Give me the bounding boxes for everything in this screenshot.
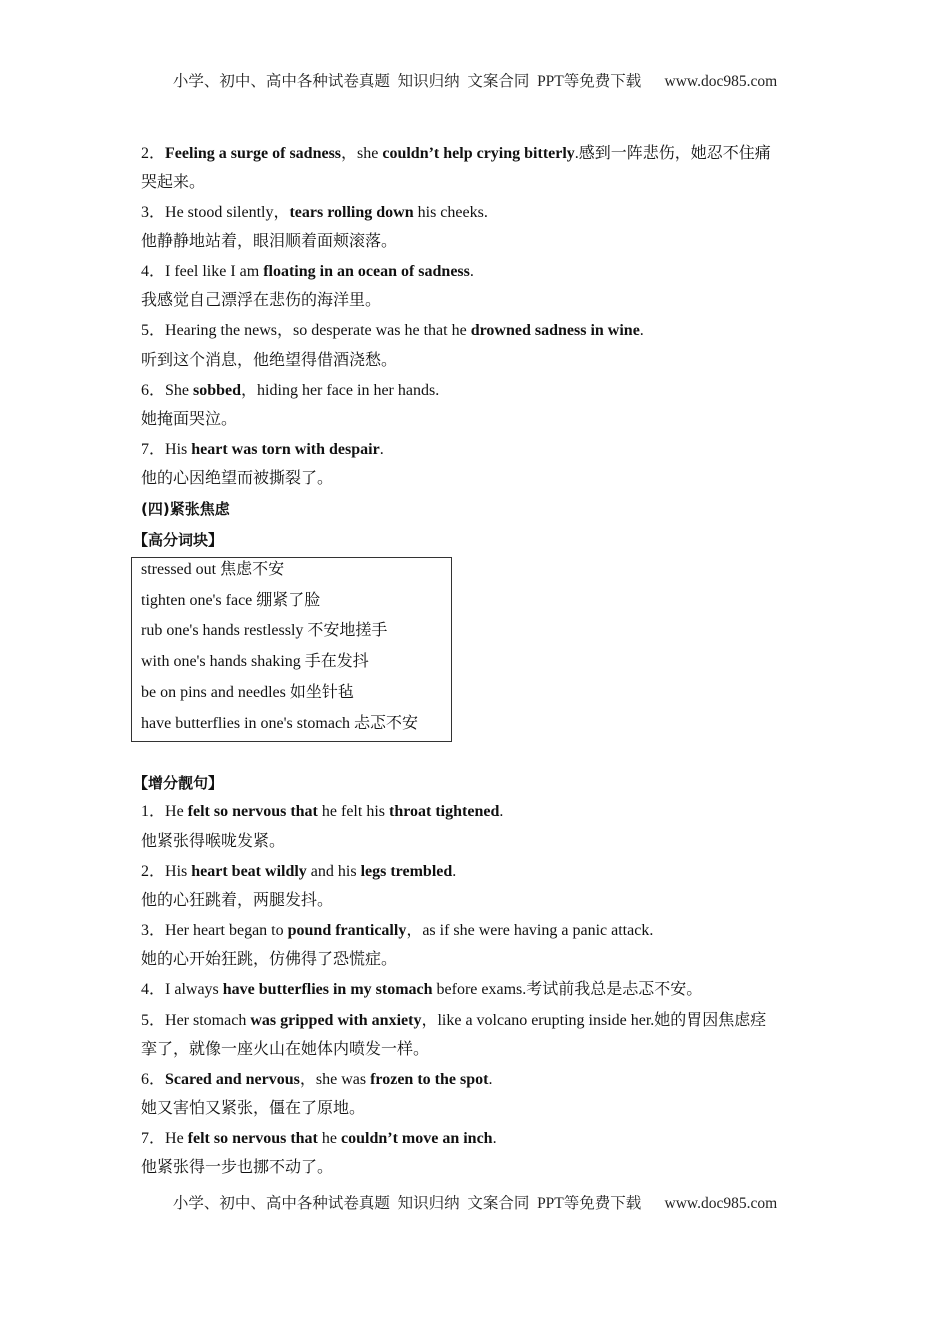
bold-phrase: have butterflies in my stomach — [222, 981, 433, 998]
sentence-number: 7． — [141, 1130, 166, 1147]
sentence-3 — [141, 203, 488, 223]
sentence-text: . — [499, 803, 504, 820]
phrase-item: be on pins and needles 如坐针毡 — [141, 684, 354, 701]
sentence-text: I feel like I am — [165, 263, 264, 280]
sentence-text: Her stomach — [165, 1012, 251, 1029]
nervous-sentence-1 — [141, 802, 503, 822]
phrase-item: tighten one's face 绷紧了脸 — [141, 592, 321, 609]
sentence-text: ，hiding her face in her hands. — [241, 382, 440, 399]
sentence-6 — [141, 381, 439, 401]
sentence-number: 1． — [141, 803, 166, 820]
sentence-number: 6． — [141, 1071, 166, 1088]
sentence-text: his cheeks. — [413, 204, 488, 221]
bold-phrase: was gripped with anxiety — [250, 1012, 422, 1029]
phrase-item: stressed out 焦虑不安 — [141, 561, 285, 578]
sentence-text: . — [639, 322, 644, 339]
phrase-box — [131, 557, 452, 742]
nervous-sentence-4 — [141, 980, 702, 1000]
bold-phrase: Scared and nervous — [165, 1071, 300, 1088]
nervous-sentence-6 — [141, 1070, 492, 1090]
sentence-2 — [141, 144, 771, 164]
sentence-text: . — [492, 1130, 497, 1147]
sentence-text: Her heart began to — [165, 922, 288, 939]
sentence-7-translation: 他的心因绝望而被撕裂了。 — [141, 470, 334, 487]
bold-phrase: felt so nervous that — [187, 1130, 318, 1147]
bold-phrase: frozen to the spot — [370, 1071, 489, 1088]
bold-phrase: sobbed — [193, 382, 242, 399]
sentence-number: 5． — [141, 322, 166, 339]
sentence-text: . — [452, 863, 457, 880]
sentence-5-translation: 听到这个消息，他绝望得借酒浇愁。 — [141, 352, 398, 369]
bold-phrase: felt so nervous that — [187, 803, 318, 820]
sentence-number: 7． — [141, 441, 166, 458]
nervous-sentence-3 — [141, 921, 653, 941]
sentence-text: He — [165, 803, 188, 820]
bold-phrase: legs trembled — [360, 863, 453, 880]
sentence-number: 2． — [141, 145, 166, 162]
sentence-number: 4． — [141, 263, 166, 280]
sentence-text: ，like a volcano erupting inside her.她的胃因焦虑痉 — [421, 1012, 767, 1029]
nervous-sentence-3-translation: 她的心开始狂跳，仿佛得了恐慌症。 — [141, 951, 398, 968]
sentence-text: Hearing the news，so desperate was he that he — [165, 322, 471, 339]
bold-phrase: pound frantically — [287, 922, 407, 939]
sentence-text: .感到一阵悲伤，她忍不住痛 — [574, 145, 771, 162]
sentence-text: He stood silently， — [165, 204, 290, 221]
sentence-4 — [141, 262, 474, 282]
bold-phrase: heart beat wildly — [191, 863, 307, 880]
nervous-sentence-2 — [141, 862, 456, 882]
sentence-text: . — [379, 441, 384, 458]
sentence-text: ，she was — [299, 1071, 371, 1088]
phrase-item: have butterflies in one's stomach 忐忑不安 — [141, 715, 419, 732]
bold-phrase: couldn’t move an inch — [341, 1130, 493, 1147]
sentence-text: ，as if she were having a panic attack. — [406, 922, 654, 939]
bold-phrase: floating in an ocean of sadness — [263, 263, 470, 280]
nervous-sentence-2-translation: 他的心狂跳着，两腿发抖。 — [141, 892, 334, 909]
sentence-text: he — [317, 1130, 341, 1147]
sentence-number: 4． — [141, 981, 166, 998]
sentence-7 — [141, 440, 384, 460]
sentences-label: 【增分靓句】 — [133, 774, 224, 792]
sentence-text: before exams.考试前我总是忐忑不安。 — [432, 981, 703, 998]
sentence-text: ，she — [341, 145, 383, 162]
sentence-3-translation: 他静静地站着，眼泪顺着面颊滚落。 — [141, 233, 398, 250]
sentence-text: His — [165, 441, 192, 458]
page-header: 小学、初中、高中各种试卷真题 知识归纳 文案合同 PPT等免费下载 www.doc985.com — [172, 73, 778, 90]
sentence-number: 6． — [141, 382, 166, 399]
bold-phrase: heart was torn with despair — [191, 441, 380, 458]
bold-phrase: Feeling a surge of sadness — [165, 145, 342, 162]
sentence-text: He — [165, 1130, 188, 1147]
sentence-number: 5． — [141, 1012, 166, 1029]
bold-phrase: drowned sadness in wine — [470, 322, 640, 339]
sentence-4-translation: 我感觉自己漂浮在悲伤的海洋里。 — [141, 292, 382, 309]
sentence-number: 2． — [141, 863, 166, 880]
sentence-text: She — [165, 382, 194, 399]
sentence-6-translation: 她掩面哭泣。 — [141, 411, 238, 428]
bold-phrase: throat tightened — [388, 803, 500, 820]
nervous-sentence-6-translation: 她又害怕又紧张，僵在了原地。 — [141, 1100, 366, 1117]
phrase-item: rub one's hands restlessly 不安地搓手 — [141, 622, 388, 639]
bold-phrase: couldn’t help crying bitterly — [382, 145, 575, 162]
sentence-2-continuation: 哭起来。 — [141, 174, 206, 191]
nervous-sentence-7-translation: 他紧张得一步也挪不动了。 — [141, 1159, 334, 1176]
sentence-text: . — [488, 1071, 493, 1088]
phrase-item: with one's hands shaking 手在发抖 — [141, 653, 369, 670]
nervous-sentence-1-translation: 他紧张得喉咙发紧。 — [141, 833, 286, 850]
nervous-sentence-5 — [141, 1011, 766, 1031]
sentence-text: . — [469, 263, 474, 280]
sentence-number: 3． — [141, 922, 166, 939]
nervous-sentence-5-continuation: 挛了，就像一座火山在她体内喷发一样。 — [141, 1041, 430, 1058]
sentence-text: His — [165, 863, 192, 880]
sentence-number: 3． — [141, 204, 166, 221]
nervous-sentence-7 — [141, 1129, 497, 1149]
page-footer: 小学、初中、高中各种试卷真题 知识归纳 文案合同 PPT等免费下载 www.doc985.com — [172, 1195, 778, 1212]
bold-phrase: tears rolling down — [289, 204, 414, 221]
sentence-text: and his — [306, 863, 361, 880]
section-title: (四)紧张焦虑 — [141, 500, 230, 518]
phrases-label: 【高分词块】 — [133, 531, 224, 549]
sentence-text: I always — [165, 981, 223, 998]
sentence-5 — [141, 321, 644, 341]
sentence-text: he felt his — [317, 803, 389, 820]
